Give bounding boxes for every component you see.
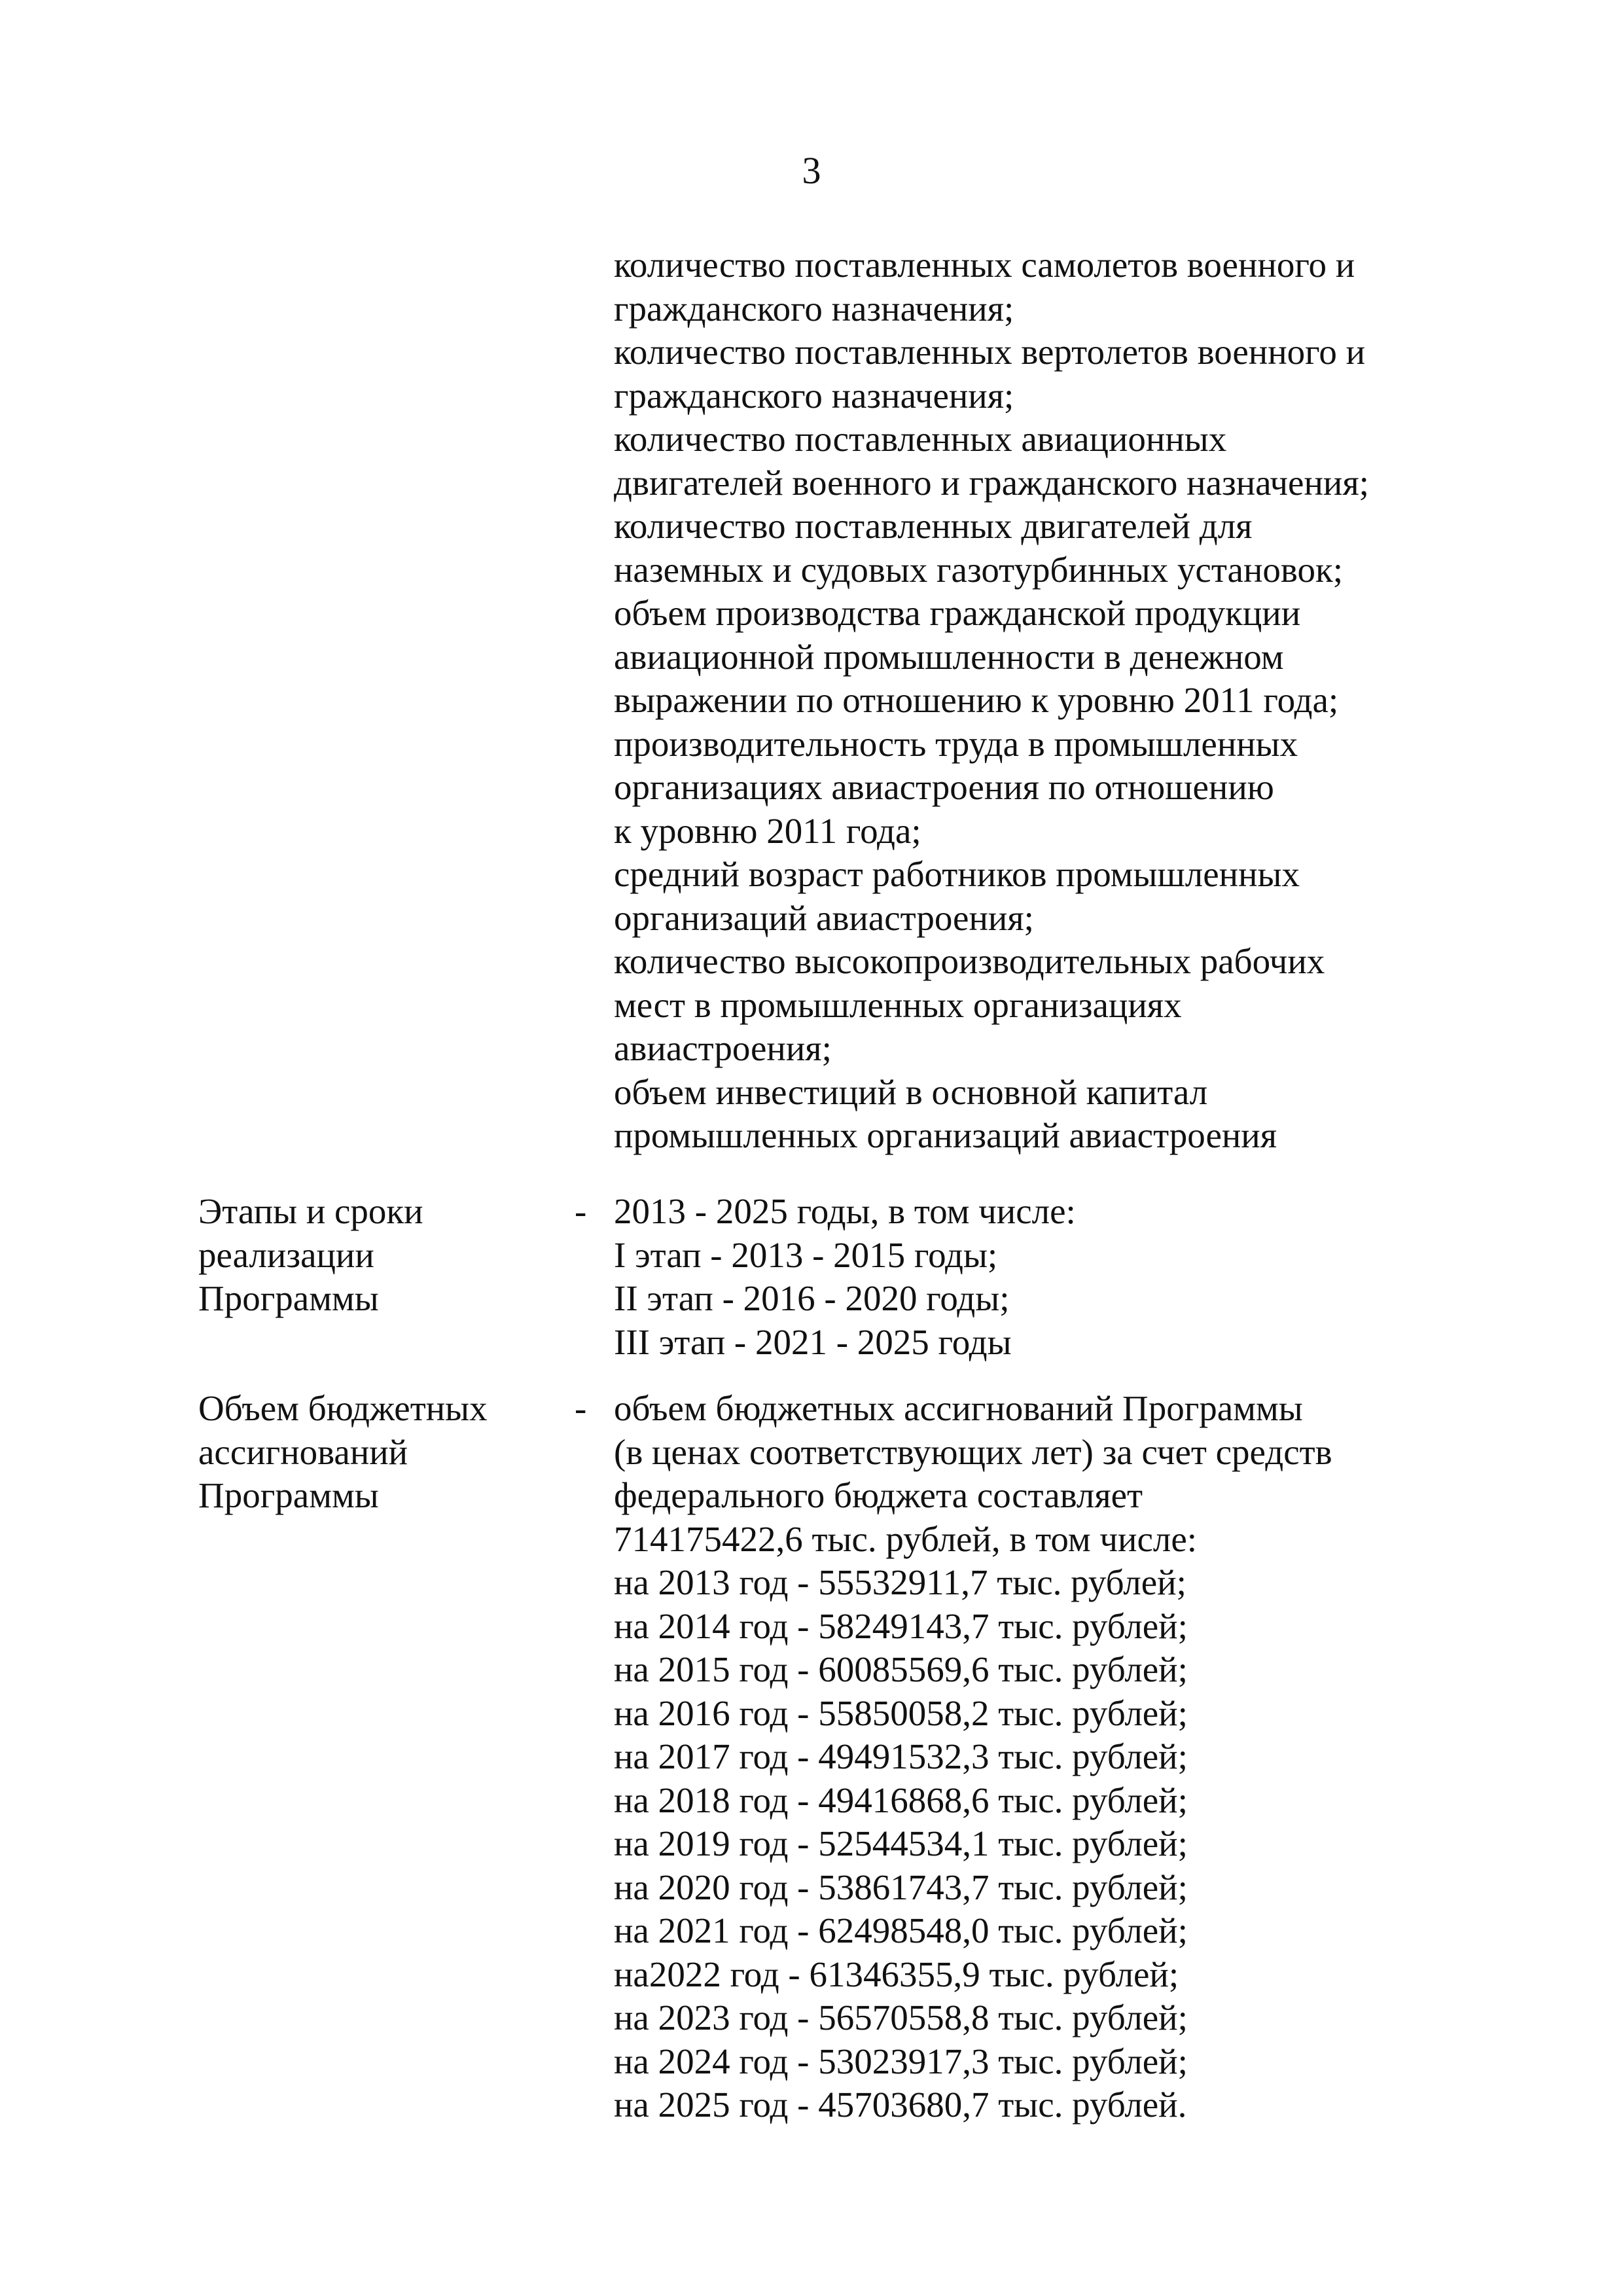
- budget-line: на 2017 год - 49491532,3 тыс. рублей;: [614, 1736, 1188, 1776]
- stage-line: 2013 - 2025 годы, в том числе:: [614, 1191, 1076, 1231]
- budget-line: на 2024 год - 53023917,3 тыс. рублей;: [614, 2041, 1188, 2081]
- indicator-line: мест в промышленных организациях: [614, 984, 1182, 1025]
- stage-line: III этап - 2021 - 2025 годы: [614, 1321, 1012, 1362]
- budget-line: на 2021 год - 62498548,0 тыс. рублей;: [614, 1910, 1188, 1950]
- budget-line: на 2016 год - 55850058,2 тыс. рублей;: [614, 1693, 1188, 1733]
- indicator-line: наземных и судовых газотурбинных установок;: [614, 549, 1343, 590]
- indicator-line: промышленных организаций авиастроения: [614, 1115, 1277, 1155]
- budget-line: на 2019 год - 52544534,1 тыс. рублей;: [614, 1823, 1188, 1863]
- stages-label: [198, 1190, 565, 1321]
- indicators-text: [614, 243, 1582, 1158]
- stages-text: [614, 1190, 1582, 1364]
- budget-line: на 2013 год - 55532911,7 тыс. рублей;: [614, 1562, 1186, 1602]
- indicator-line: количество поставленных двигателей для: [614, 506, 1253, 546]
- budget-label-line: Программы: [198, 1475, 379, 1515]
- budget-line: 714175422,6 тыс. рублей, в том числе:: [614, 1518, 1198, 1559]
- indicator-line: организаций авиастроения;: [614, 897, 1034, 938]
- indicator-line: средний возраст работников промышленных: [614, 854, 1300, 894]
- indicator-line: организациях авиастроения по отношению: [614, 767, 1274, 807]
- indicator-line: гражданского назначения;: [614, 288, 1014, 329]
- budget-line: на 2014 год - 58249143,7 тыс. рублей;: [614, 1605, 1188, 1646]
- indicator-line: объем производства гражданской продукции: [614, 593, 1301, 633]
- budget-line: на 2025 год - 45703680,7 тыс. рублей.: [614, 2085, 1187, 2125]
- indicator-line: авиационной промышленности в денежном: [614, 636, 1284, 677]
- budget-line: на 2023 год - 56570558,8 тыс. рублей;: [614, 1998, 1188, 2037]
- stages-dash: -: [575, 1191, 587, 1231]
- indicator-line: авиастроения;: [614, 1028, 832, 1068]
- indicator-line: выражении по отношению к уровню 2011 года;: [614, 680, 1339, 720]
- budget-line: на2022 год - 61346355,9 тыс. рублей;: [614, 1954, 1179, 1994]
- stages-label-line: реализации: [198, 1234, 374, 1275]
- page-number: 3: [802, 149, 821, 192]
- stages-label-line: Этапы и сроки: [198, 1191, 423, 1231]
- indicator-line: количество высокопроизводительных рабочих: [614, 941, 1325, 981]
- budget-line: (в ценах соответствующих лет) за счет средств: [614, 1431, 1332, 1472]
- budget-line: федерального бюджета составляет: [614, 1475, 1143, 1515]
- stage-line: I этап - 2013 - 2015 годы;: [614, 1234, 998, 1275]
- budget-dash: -: [575, 1388, 587, 1428]
- indicator-line: количество поставленных самолетов военного и: [614, 245, 1355, 285]
- indicator-line: гражданского назначения;: [614, 375, 1014, 416]
- indicator-line: количество поставленных авиационных: [614, 419, 1227, 459]
- budget-line: на 2015 год - 60085569,6 тыс. рублей;: [614, 1649, 1188, 1689]
- stage-line: II этап - 2016 - 2020 годы;: [614, 1278, 1010, 1318]
- indicator-line: количество поставленных вертолетов военного и: [614, 332, 1366, 372]
- indicator-line: производительность труда в промышленных: [614, 723, 1298, 764]
- budget-line: на 2018 год - 49416868,6 тыс. рублей;: [614, 1780, 1188, 1820]
- budget-label-line: ассигнований: [198, 1431, 408, 1472]
- indicator-line: объем инвестиций в основной капитал: [614, 1071, 1208, 1112]
- indicator-line: двигателей военного и гражданского назначения;: [614, 462, 1369, 503]
- budget-line: на 2020 год - 53861743,7 тыс. рублей;: [614, 1867, 1188, 1907]
- budget-label-line: Объем бюджетных: [198, 1388, 488, 1428]
- budget-label: [198, 1387, 565, 1518]
- indicator-line: к уровню 2011 года;: [614, 810, 921, 851]
- stages-label-line: Программы: [198, 1278, 379, 1318]
- budget-line: объем бюджетных ассигнований Программы: [614, 1388, 1303, 1428]
- budget-text: [614, 1387, 1582, 2127]
